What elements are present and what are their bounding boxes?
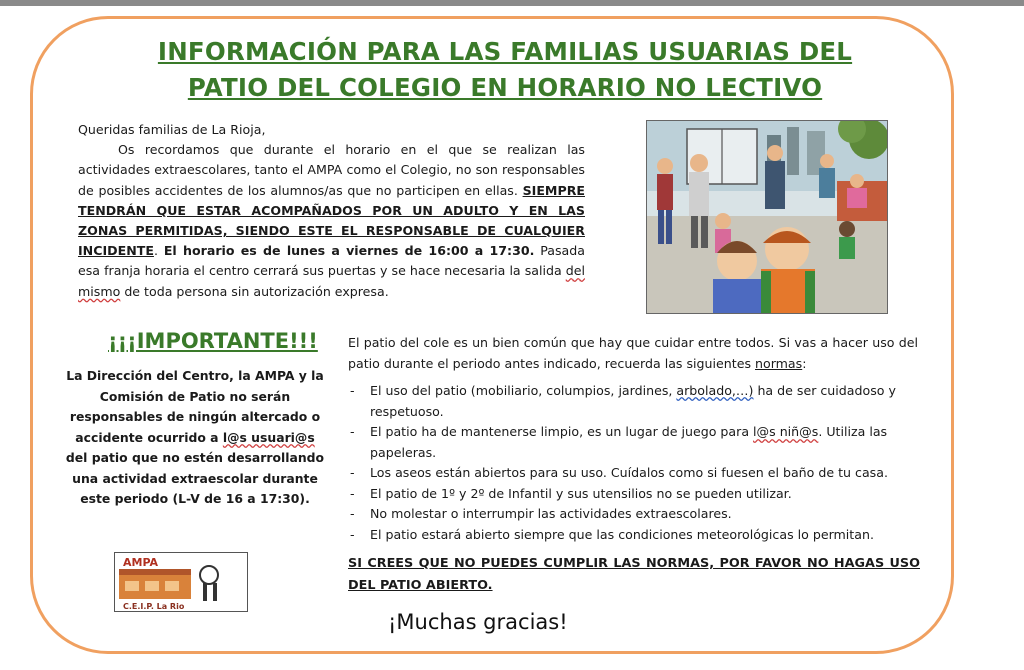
rule-item: [348, 525, 908, 546]
rule-item: [348, 463, 908, 484]
important-heading: ¡¡¡IMPORTANTE!!!: [108, 329, 318, 353]
intro-hours: El horario es de lunes a viernes de 16:00 a 17:30.: [163, 243, 535, 259]
rule-4: El patio de 1º y 2º de Infantil y sus utensilios no se pueden utilizar.: [370, 485, 792, 501]
rule-item: [348, 422, 908, 463]
intro-emphasis: SIEMPRE TENDRÁN QUE ESTAR ACOMPAÑADOS POR UN ADULTO Y EN LAS ZONAS PERMITIDAS, SIENDO ESTE EL RESPONSABLE DE CUALQUIER INCIDENTE: [78, 182, 585, 259]
rules-intro-b: :: [802, 356, 807, 371]
intro-word-mismo: mismo: [78, 283, 121, 299]
rules-list: [348, 381, 908, 545]
intro-word-del: del: [565, 263, 585, 279]
rule-dash: -: [350, 465, 355, 480]
title-line-2: PATIO DEL COLEGIO EN HORARIO NO LECTIVO: [187, 73, 823, 102]
rule-2-b: . Utiliza las papeleras.: [370, 424, 888, 460]
rule-item: [348, 504, 908, 525]
greeting: Queridas familias de La Rioja,: [78, 122, 266, 137]
closing-warning: SI CREES QUE NO PUEDES CUMPLIR LAS NORMAS, POR FAVOR NO HAGAS USO DEL PATIO ABIERTO.: [348, 556, 920, 593]
rule-1-b: ha de ser cuidadoso y respetuoso.: [370, 383, 896, 419]
rule-dash: -: [350, 485, 355, 501]
ampa-logo-graphic: [115, 553, 247, 611]
intro-period: .: [153, 243, 164, 259]
rule-1-a: El uso del patio (mobiliario, columpios, jardines,: [370, 383, 677, 398]
rule-dash: -: [350, 383, 355, 398]
rule-dash: -: [350, 506, 355, 521]
rule-6: El patio estará abierto siempre que las condiciones meteorológicas lo permitan.: [370, 526, 874, 542]
page-title: [110, 34, 900, 106]
rule-3: Los aseos están abiertos para su uso. Cuídalos como si fuesen el baño de tu casa.: [370, 465, 888, 480]
rules-intro: [348, 332, 918, 374]
rule-2-a: El patio ha de mantenerse limpio, es un lugar de juego para: [370, 424, 754, 439]
rule-2-kids: l@s niñ@s: [753, 424, 819, 439]
title-line-1: INFORMACIÓN PARA LAS FAMILIAS USUARIAS DEL: [157, 37, 853, 66]
playground-illustration: [646, 120, 888, 314]
ampa-logo: [114, 552, 248, 612]
rule-item: [348, 381, 908, 422]
rule-1-link: arbolado,…): [676, 383, 754, 398]
logo-bottom-text: C.E.I.P. La Rio: [123, 602, 185, 611]
intro-paragraph: [78, 140, 585, 302]
rule-5: No molestar o interrumpir las actividades extraescolares.: [370, 506, 732, 521]
rules-intro-a: El patio del cole es un bien común que hay que cuidar entre todos. Si vas a hacer uso del patio durante el periodo antes indicado, recuerda las siguientes: [348, 335, 918, 371]
top-border-bar: [0, 0, 1024, 6]
rule-dash: -: [350, 526, 355, 542]
rules-intro-normas: normas: [755, 356, 803, 371]
intro-text: Os recordamos que durante el horario en el que se realizan las actividades extraescolares, tanto el AMPA como el Colegio, no son responsables de posibles accidentes de los alumnos/as que no participen en ellas.: [78, 142, 585, 198]
intro-ending-a: Pasada esa franja horaria el centro cerrará sus puertas y se hace necesaria la salida: [78, 243, 585, 279]
logo-top-text: AMPA: [123, 556, 159, 569]
rule-dash: -: [350, 424, 355, 439]
important-text-b: del patio que no estén desarrollando una actividad extraescolar durante este periodo (L-V de 16 a 17:30).: [65, 450, 325, 506]
important-users: l@s usuari@s: [222, 429, 315, 445]
intro-ending-b: de toda persona sin autorización expresa.: [120, 283, 389, 299]
intro-section: [78, 120, 585, 302]
cartoon-children-image: [647, 121, 887, 313]
rule-item: [348, 484, 908, 505]
important-text-a: La Dirección del Centro, la AMPA y la Comisión de Patio no serán responsables de ningún altercado o accidente ocurrido a: [66, 368, 324, 445]
important-notice: [64, 366, 326, 510]
thanks-message: ¡Muchas gracias!: [388, 610, 568, 634]
